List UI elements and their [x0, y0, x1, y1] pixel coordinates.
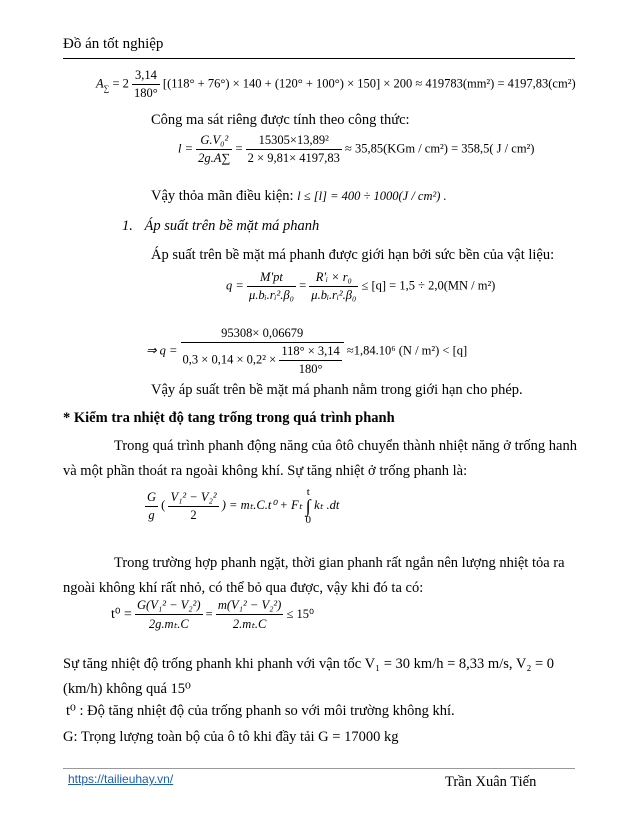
eq-heat-v-num: V₁² − V₂² — [168, 490, 218, 507]
G-definition: G: Trọng lượng toàn bộ của ô tô khi đầy tải G = 17000 kg — [63, 729, 399, 745]
eq-t0-frac1-den: 2g.mₜ.C — [148, 617, 189, 631]
heat-paragraph-1: Trong quá trình phanh động năng của ôtô chuyển thành nhiệt năng ở trống hanh và một phần thoát ra ngoài không khí. Sự tăng nhiệt ở trống phanh là: — [63, 438, 577, 479]
eq-q-eq2: = — [299, 278, 307, 293]
footer-author: Trần Xuân Tiến — [445, 774, 537, 790]
eq-area-body: [(118° + 76°) × 140 + (120° + 100°) × 150] × 200 ≈ 419783(mm²) = 4197,83(cm²) — [162, 76, 576, 91]
eq-q-lhs: q = — [226, 278, 244, 293]
eq-heat-g-frac — [145, 490, 158, 523]
eq-q-frac1-den: μ.bᵢ.rᵢ².β₀ — [248, 288, 294, 302]
eq-heat-int-bot: 0 — [305, 514, 311, 526]
equation-t0 — [111, 598, 314, 632]
section-1-heading — [122, 218, 319, 235]
eq-t0-result: ≤ 15⁰ — [286, 606, 314, 621]
temperature-rise-paragraph: Sự tăng nhiệt độ trống phanh khi phanh với vận tốc V₁ = 30 km/h = 8,33 m/s, V₂ = 0 (km/h) không quá 15⁰ — [63, 656, 555, 697]
eq-friction-result: ≈ 35,85(KGm / cm²) = 358,5( J / cm²) — [345, 141, 535, 156]
page-header-title: Đồ án tốt nghiệp — [63, 36, 164, 52]
footer-link[interactable]: https://tailieuhay.vn/ — [68, 772, 174, 786]
pressure-ok: Vậy áp suất trên bề mặt má phanh nằm trong giới hạn cho phép. — [151, 382, 523, 398]
condition-math: l ≤ [l] = 400 ÷ 1000(J / cm²) . — [297, 189, 447, 203]
eq-t0-frac2-num: m(V₁² − V₂²) — [216, 598, 284, 615]
condition-line — [151, 188, 447, 205]
integral-sign-icon: ∫ — [305, 496, 311, 516]
eq-q2-den-frac — [279, 344, 341, 377]
eq-t0-frac1-num: G(V₁² − V₂²) — [135, 598, 203, 615]
eq-t0-frac1 — [135, 598, 203, 632]
section-1-title: Áp suất trên bề mặt má phanh — [144, 218, 320, 234]
eq-friction-eq2: = — [235, 141, 243, 156]
eq-q-frac2 — [309, 270, 358, 303]
eq-heat-g-den: g — [148, 507, 155, 522]
eq-q-frac1 — [247, 270, 296, 303]
equation-heat: $\frac{G}{g}$ ( $\frac{\text{V₁² − V₂²}}{2}$ ) = mₜ.C.t⁰ + Fₜ t ∫ 0 kₜ .dt — [147, 486, 340, 526]
eq-heat-tail: kₜ .dt — [314, 497, 340, 512]
eq-q2-den-frac-num: 118° × 3,14 — [279, 344, 341, 361]
friction-intro: Công ma sát riêng được tính theo công thức: — [151, 112, 410, 128]
header-divider — [63, 58, 575, 59]
equation-area — [96, 68, 576, 101]
equation-q-numeric — [146, 326, 467, 377]
eq-area-frac-den: 180° — [134, 86, 158, 100]
eq-area-lhs-sub: ∑ — [103, 83, 110, 93]
eq-t0-eq2: = — [205, 606, 213, 621]
footer-divider — [63, 768, 575, 769]
condition-prefix: Vậy thỏa mãn điều kiện: — [151, 188, 294, 204]
eq-q2-den-frac-den: 180° — [298, 362, 323, 376]
equation-q — [226, 270, 495, 303]
eq-heat-rest: ) = mₜ.C.t⁰ + Fₜ — [221, 497, 303, 512]
eq-q-frac1-num: M'pt — [247, 270, 296, 287]
eq-q-frac2-num: R'ᵢ × r₀ — [309, 270, 358, 287]
eq-q2-result: ≈1,84.10⁶ (N / m²) < [q] — [346, 343, 468, 358]
eq-t0-lhs: t⁰ = — [111, 606, 132, 622]
eq-heat-g-num: G — [145, 490, 158, 507]
eq-t0-frac2-den: 2.mₜ.C — [232, 617, 267, 631]
eq-area-eq: = 2 — [112, 76, 129, 91]
eq-q2-lhs: ⇒ q = — [146, 343, 178, 358]
eq-q2-num: 95308× 0,06679 — [181, 326, 344, 343]
heat-paragraph-2: Trong trường hợp phanh ngặt, thời gian phanh rất ngắn nên lượng nhiệt tỏa ra ngoài không khí rất nhỏ, có thể bỏ qua được, vậy khi đó ta có: — [63, 555, 565, 596]
eq-friction-frac1-den: 2g.A∑ — [198, 151, 231, 165]
section-1-number: 1. — [122, 218, 133, 234]
eq-q2-den — [181, 343, 344, 377]
t0-definition: t⁰ : Độ tăng nhiệt độ của trống phanh so với môi trường không khí. — [66, 703, 455, 719]
eq-friction-frac1 — [196, 133, 232, 166]
eq-friction-frac2 — [246, 133, 342, 166]
eq-friction-frac1-num: G.V₀² — [196, 133, 232, 150]
pressure-intro: Áp suất trên bề mặt má phanh được giới hạn bởi sức bền của vật liệu: — [151, 247, 555, 263]
eq-area-fraction — [132, 68, 160, 101]
eq-q2-fraction — [181, 326, 344, 377]
eq-heat-integral — [306, 486, 312, 526]
eq-t0-frac2 — [216, 598, 284, 632]
eq-friction-lhs: l = — [178, 141, 194, 156]
eq-heat-v-frac — [168, 490, 218, 523]
equation-friction — [178, 133, 534, 166]
eq-area-frac-num: 3,14 — [132, 68, 160, 85]
eq-area-lhs: A — [96, 76, 104, 91]
eq-q-result: ≤ [q] = 1,5 ÷ 2,0(MN / m²) — [361, 278, 496, 293]
eq-q-frac2-den: μ.bᵢ.rᵢ².β₀ — [311, 288, 357, 302]
eq-friction-frac2-den: 2 × 9,81× 4197,83 — [247, 151, 340, 165]
eq-friction-frac2-num: 15305×13,89² — [246, 133, 342, 150]
eq-q2-den-left: 0,3 × 0,14 × 0,2² × — [182, 352, 277, 367]
eq-heat-v-den: 2 — [190, 507, 197, 522]
heat-section-heading: * Kiểm tra nhiệt độ tang trống trong quá trình phanh — [63, 410, 395, 426]
eq-heat-int-top: t — [306, 486, 310, 498]
